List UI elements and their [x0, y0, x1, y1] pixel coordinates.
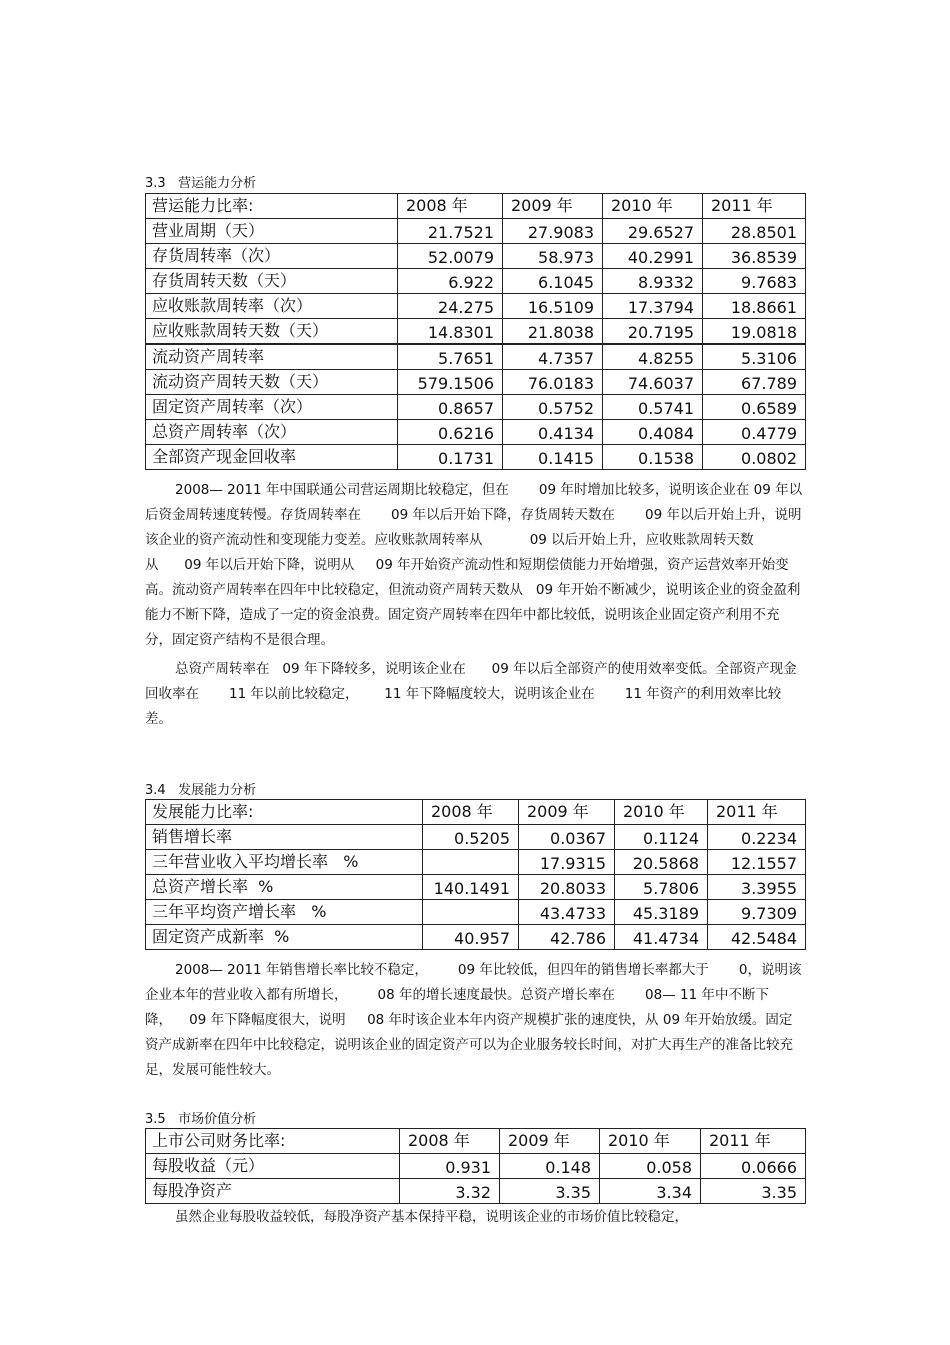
value-cell: 0.4134: [503, 420, 603, 445]
paragraph: 2008— 2011 年销售增长率比较不稳定， 09 年比较低，但四年的销售增长率都大于 0，说明该企业本年的营业收入都有所增长， 08 年的增长速度最快。总资产增长率在 08— 11 年中不断下降， 09 年下降幅度很大，说明 08 年时该企业本年内资产规模扩张的速度快，从 09 年开始放缓。固定资产成新率在四年中比较稳定，说明该企业的固定资产可以为企业服务较长时间，对扩大再生产的准备比较充足，发展可能性较大。: [145, 962, 802, 1078]
value-cell: 579.1506: [398, 370, 503, 395]
value-cell: 0.5205: [423, 825, 519, 850]
value-cell: 9.7309: [708, 900, 806, 925]
header-year-cell: 2008 年: [400, 1129, 500, 1154]
value-cell: [423, 900, 519, 925]
value-cell: 3.34: [600, 1179, 701, 1204]
header-label-cell: 发展能力比率:: [146, 800, 423, 825]
value-cell: 0.2234: [708, 825, 806, 850]
value-cell: 21.7521: [398, 219, 503, 244]
value-cell: 20.5868: [615, 850, 708, 875]
paragraph: 2008— 2011 年中国联通公司营运周期比较稳定，但在 09 年时增加比较多，说明该企业在 09 年以后资金周转速度转慢。存货周转率在 09 年以后开始下降，存货周转天数在 09 年以后开始上升，说明该企业的资产流动性和变现能力变差。应收账款周转率从 09 以后开始上升，应收账款周转天数从 09 年以后开始下降，说明从 09 年开始资产流动性和短期偿债能力开始增强，资产运营效率开始变高。流动资产周转率在四年中比较稳定，但流动资产周转天数从 09 年开始不断减少，说明该企业的资金盈利能力不断下降，造成了一定的资金浪费。固定资产周转率在四年中都比较低，说明该企业固定资产利用不充分，固定资产结构不是很合理。: [145, 482, 803, 648]
value-cell: 0.0666: [701, 1154, 806, 1179]
header-year-cell: 2009 年: [503, 194, 603, 219]
market-value-table: [145, 1128, 806, 1204]
value-cell: 0.5752: [503, 395, 603, 420]
header-year-cell: 2008 年: [423, 800, 519, 825]
value-cell: 67.789: [703, 370, 806, 395]
value-cell: 0.6589: [703, 395, 806, 420]
value-cell: 5.7651: [398, 344, 503, 370]
value-cell: 5.3106: [703, 344, 806, 370]
value-cell: 17.3794: [603, 294, 703, 319]
value-cell: 20.8033: [519, 875, 615, 900]
value-cell: 58.973: [503, 244, 603, 269]
header-year-cell: 2008 年: [398, 194, 503, 219]
value-cell: 14.8301: [398, 319, 503, 345]
section-heading-3-3: 3.3 营运能力分析: [145, 176, 257, 191]
header-year-cell: 2009 年: [500, 1129, 600, 1154]
value-cell: 16.5109: [503, 294, 603, 319]
header-year-cell: 2011 年: [708, 800, 806, 825]
row-label-cell: 应收账款周转率（次）: [146, 294, 398, 319]
table-row: [146, 925, 806, 950]
value-cell: [423, 850, 519, 875]
table-row: [146, 370, 806, 395]
table-row: [146, 445, 806, 470]
paragraph: 总资产周转率在 09 年下降较多，说明该企业在 09 年以后全部资产的使用效率变低。全部资产现金回收率在 11 年以前比较稳定， 11 年下降幅度较大，说明该企业在 11 年资产的利用效率比较差。: [145, 661, 797, 727]
value-cell: 3.35: [500, 1179, 600, 1204]
value-cell: 17.9315: [519, 850, 615, 875]
table-row: [146, 344, 806, 370]
value-cell: 0.058: [600, 1154, 701, 1179]
value-cell: 74.6037: [603, 370, 703, 395]
value-cell: 27.9083: [503, 219, 603, 244]
header-year-cell: 2010 年: [615, 800, 708, 825]
value-cell: 0.1731: [398, 445, 503, 470]
row-label-cell: 营业周期（天）: [146, 219, 398, 244]
value-cell: 0.4084: [603, 420, 703, 445]
table-header-row: [146, 194, 806, 219]
table-row: [146, 1154, 806, 1179]
table-row: [146, 875, 806, 900]
table-row: [146, 294, 806, 319]
value-cell: 0.4779: [703, 420, 806, 445]
value-cell: 140.1491: [423, 875, 519, 900]
value-cell: 0.148: [500, 1154, 600, 1179]
value-cell: 19.0818: [703, 319, 806, 345]
value-cell: 0.0802: [703, 445, 806, 470]
development-capacity-analysis-text: [145, 958, 805, 1083]
table-body: [146, 194, 806, 470]
value-cell: 41.4734: [615, 925, 708, 950]
paragraph: 虽然企业每股收益较低，每股净资产基本保持平稳，说明该企业的市场价值比较稳定，: [145, 1209, 689, 1225]
row-label-cell: 三年营业收入平均增长率 %: [146, 850, 423, 875]
row-label-cell: 应收账款周转天数（天）: [146, 319, 398, 345]
value-cell: 3.3955: [708, 875, 806, 900]
operating-capacity-analysis-text: [145, 478, 805, 732]
row-label-cell: 流动资产周转率: [146, 344, 398, 370]
value-cell: 45.3189: [615, 900, 708, 925]
table-body: [146, 800, 806, 950]
development-capacity-table: [145, 799, 806, 950]
table-row: [146, 900, 806, 925]
value-cell: 0.6216: [398, 420, 503, 445]
value-cell: 42.786: [519, 925, 615, 950]
row-label-cell: 流动资产周转天数（天）: [146, 370, 398, 395]
value-cell: 36.8539: [703, 244, 806, 269]
value-cell: 40.2991: [603, 244, 703, 269]
value-cell: 42.5484: [708, 925, 806, 950]
value-cell: 12.1557: [708, 850, 806, 875]
table-row: [146, 850, 806, 875]
table-row: [146, 825, 806, 850]
row-label-cell: 存货周转率（次）: [146, 244, 398, 269]
row-label-cell: 销售增长率: [146, 825, 423, 850]
row-label-cell: 三年平均资产增长率 %: [146, 900, 423, 925]
value-cell: 0.1124: [615, 825, 708, 850]
value-cell: 3.32: [400, 1179, 500, 1204]
value-cell: 29.6527: [603, 219, 703, 244]
table-header-row: [146, 1129, 806, 1154]
value-cell: 20.7195: [603, 319, 703, 345]
operating-capacity-table: [145, 193, 806, 470]
row-label-cell: 每股净资产: [146, 1179, 400, 1204]
value-cell: 21.8038: [503, 319, 603, 345]
row-label-cell: 每股收益（元）: [146, 1154, 400, 1179]
value-cell: 28.8501: [703, 219, 806, 244]
value-cell: 18.8661: [703, 294, 806, 319]
header-year-cell: 2010 年: [600, 1129, 701, 1154]
table-row: [146, 420, 806, 445]
value-cell: 3.35: [701, 1179, 806, 1204]
table-body: [146, 1129, 806, 1204]
value-cell: 9.7683: [703, 269, 806, 294]
value-cell: 0.8657: [398, 395, 503, 420]
value-cell: 0.1415: [503, 445, 603, 470]
value-cell: 76.0183: [503, 370, 603, 395]
row-label-cell: 全部资产现金回收率: [146, 445, 398, 470]
value-cell: 0.5741: [603, 395, 703, 420]
header-year-cell: 2011 年: [701, 1129, 806, 1154]
value-cell: 43.4733: [519, 900, 615, 925]
table-row: [146, 319, 806, 345]
section-heading-3-5: 3.5 市场价值分析: [145, 1112, 257, 1127]
table-row: [146, 1179, 806, 1204]
table-row: [146, 395, 806, 420]
value-cell: 0.931: [400, 1154, 500, 1179]
row-label-cell: 总资产周转率（次）: [146, 420, 398, 445]
row-label-cell: 固定资产周转率（次）: [146, 395, 398, 420]
row-label-cell: 总资产增长率 %: [146, 875, 423, 900]
table-row: [146, 219, 806, 244]
row-label-cell: 存货周转天数（天）: [146, 269, 398, 294]
value-cell: 0.0367: [519, 825, 615, 850]
value-cell: 8.9332: [603, 269, 703, 294]
table-header-row: [146, 800, 806, 825]
header-label-cell: 上市公司财务比率:: [146, 1129, 400, 1154]
value-cell: 5.7806: [615, 875, 708, 900]
header-label-cell: 营运能力比率:: [146, 194, 398, 219]
value-cell: 24.275: [398, 294, 503, 319]
market-value-analysis-text: [145, 1205, 805, 1230]
header-year-cell: 2010 年: [603, 194, 703, 219]
header-year-cell: 2011 年: [703, 194, 806, 219]
value-cell: 4.7357: [503, 344, 603, 370]
value-cell: 40.957: [423, 925, 519, 950]
value-cell: 52.0079: [398, 244, 503, 269]
header-year-cell: 2009 年: [519, 800, 615, 825]
value-cell: 6.922: [398, 269, 503, 294]
row-label-cell: 固定资产成新率 %: [146, 925, 423, 950]
section-heading-3-4: 3.4 发展能力分析: [145, 783, 257, 798]
value-cell: 0.1538: [603, 445, 703, 470]
table-row: [146, 244, 806, 269]
table-row: [146, 269, 806, 294]
value-cell: 4.8255: [603, 344, 703, 370]
value-cell: 6.1045: [503, 269, 603, 294]
